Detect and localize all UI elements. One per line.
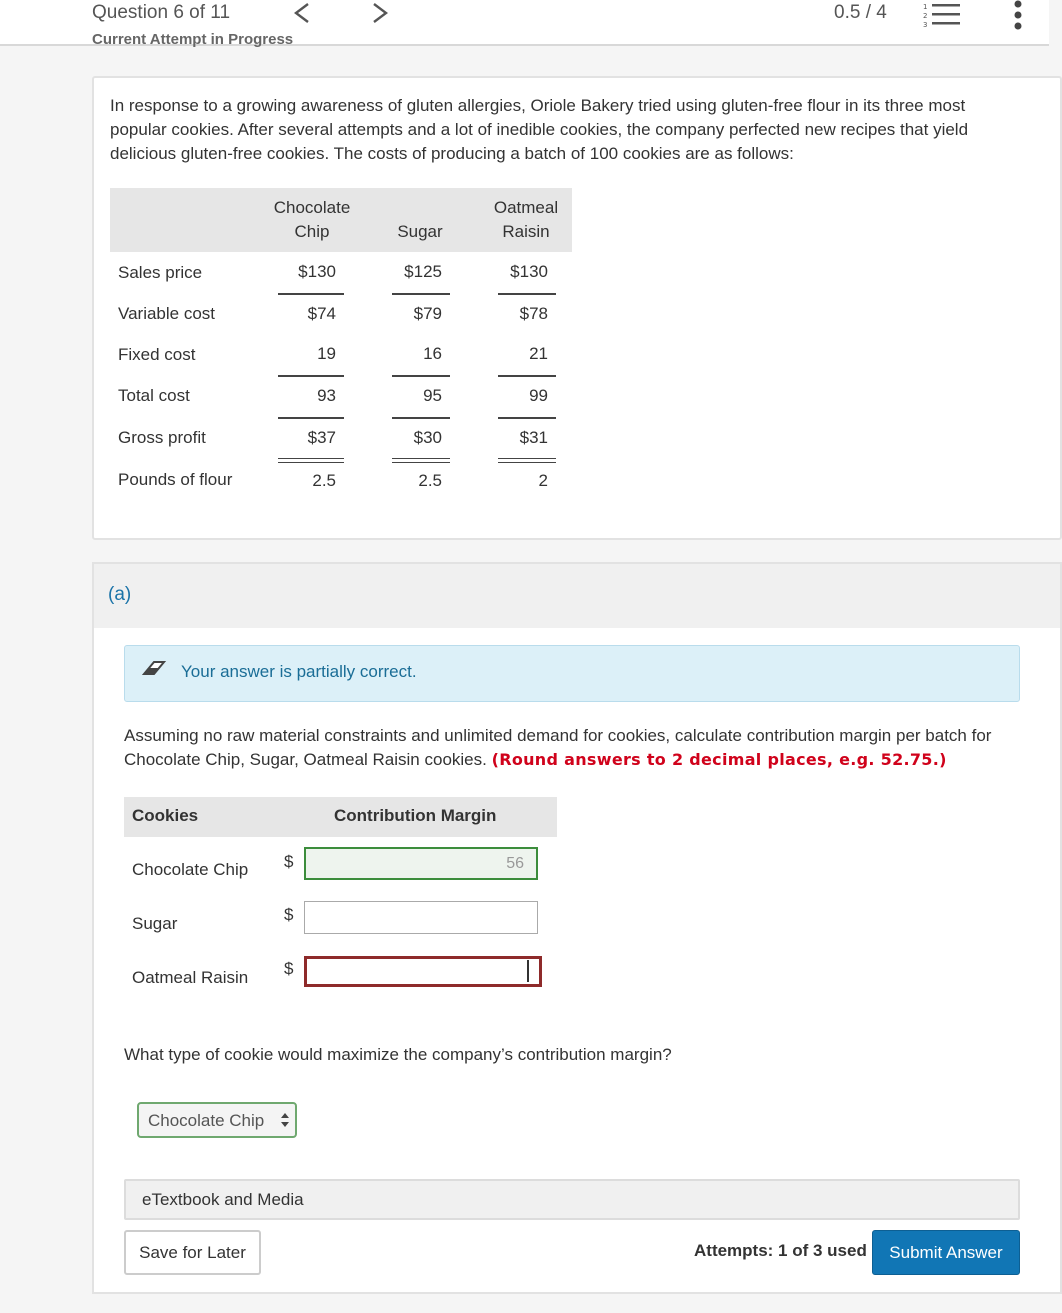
cm-input-oatmeal-raisin[interactable] [304,956,542,987]
partially-correct-icon [142,660,166,678]
svg-text:3: 3 [923,21,928,29]
cookie-type-select[interactable] [137,1102,297,1138]
table-cell: 2.5 [418,471,442,490]
row-label-total-cost: Total cost [118,386,190,405]
part-a-instruction [124,724,1014,772]
previous-question-icon[interactable] [290,0,320,26]
cm-input-chocolate-chip[interactable] [304,847,538,880]
table-cell: $79 [413,304,442,323]
etextbook-media-button[interactable]: eTextbook and Media [124,1179,1020,1220]
cm-input-sugar[interactable] [304,901,538,934]
table-cell: 16 [423,344,442,363]
table-cell: 2 [538,471,548,490]
svg-text:1: 1 [923,3,928,11]
score-display: 0.5 / 4 [834,2,887,23]
table-cell: $37 [307,428,336,447]
double-underline [498,458,556,463]
next-question-icon[interactable] [364,0,394,26]
currency-symbol: $ [284,905,294,924]
part-a-label: (a) [108,584,132,605]
attempts-counter: Attempts: 1 of 3 used [694,1241,867,1260]
submit-answer-button[interactable]: Submit Answer [872,1230,1020,1275]
currency-symbol: $ [284,852,294,871]
column-header-line: Oatmeal [493,198,559,217]
double-underline [278,458,344,463]
feedback-text: Your answer is partially correct. [181,662,417,681]
question-intro: In response to a growing awareness of gluten allergies, Oriole Bakery tried using gluten-free flour in its three most popular cookies. After several attempts and a lot of inedible cookies, the company perfected new recipes that yield delicious gluten-free cookies. The costs of producing a batch of 100 cookies are as follows: [110,96,969,163]
table-cell: 95 [423,386,442,405]
table-cell: 19 [317,344,336,363]
table-cell: $130 [510,262,548,281]
cm-row-label-chocolate-chip: Chocolate Chip [132,860,249,879]
part-a-question-2: What type of cookie would maximize the company’s contribution margin? [124,1045,672,1064]
underline [498,375,556,377]
column-header-line: Chip [294,222,330,241]
column-header-line: Raisin [502,222,550,241]
part-a-header[interactable] [92,562,1062,630]
table-cell: $30 [413,428,442,447]
row-label-pounds-of-flour: Pounds of flour [118,470,233,489]
underline [392,375,450,377]
table-cell: 99 [529,386,548,405]
select-updown-icon [280,1112,290,1128]
column-header-line: Chocolate [273,198,351,217]
attempt-status: Current Attempt in Progress [92,31,294,48]
question-list-icon[interactable] [922,1,962,29]
column-header-oatmeal-raisin [478,196,574,244]
save-for-later-button[interactable]: Save for Later [124,1230,261,1275]
table-cell: $130 [298,262,336,281]
double-underline [392,458,450,463]
row-label-variable-cost: Variable cost [118,304,216,323]
underline [392,417,450,419]
cm-header-contribution-margin: Contribution Margin [334,806,497,825]
question-panel [92,76,1062,540]
underline [392,293,450,295]
more-options-icon[interactable] [1010,0,1026,30]
table-cell: $74 [307,304,336,323]
column-header-sugar: Sugar [397,222,443,241]
table-cell: $31 [519,428,548,447]
table-cell: 2.5 [312,471,336,490]
select-value: Chocolate Chip [148,1111,265,1130]
left-margin [0,48,92,1313]
cm-header-cookies: Cookies [132,806,199,825]
table-cell: $78 [519,304,548,323]
underline [278,417,344,419]
currency-symbol: $ [284,959,294,978]
underline [498,417,556,419]
question-counter: Question 6 of 11 [92,2,231,23]
column-header-chocolate-chip [262,196,362,244]
svg-text:2: 2 [923,12,928,20]
row-label-sales-price: Sales price [118,263,203,282]
underline [498,293,556,295]
row-label-fixed-cost: Fixed cost [118,345,196,364]
row-label-gross-profit: Gross profit [118,428,206,447]
rounding-note: (Round answers to 2 decimal places, e.g. 52.75.) [491,750,947,769]
text-cursor [527,960,529,982]
table-cell: $125 [404,262,442,281]
underline [278,375,344,377]
table-cell: 93 [317,386,336,405]
cm-row-label-sugar: Sugar [132,914,178,933]
cm-row-label-oatmeal-raisin: Oatmeal Raisin [132,968,249,987]
table-cell: 21 [529,344,548,363]
instruction-text: Assuming no raw material constraints and unlimited demand for cookies, calculate contribution margin per batch for Chocolate Chip, Sugar, Oatmeal Raisin cookies. [124,726,992,769]
underline [278,293,344,295]
